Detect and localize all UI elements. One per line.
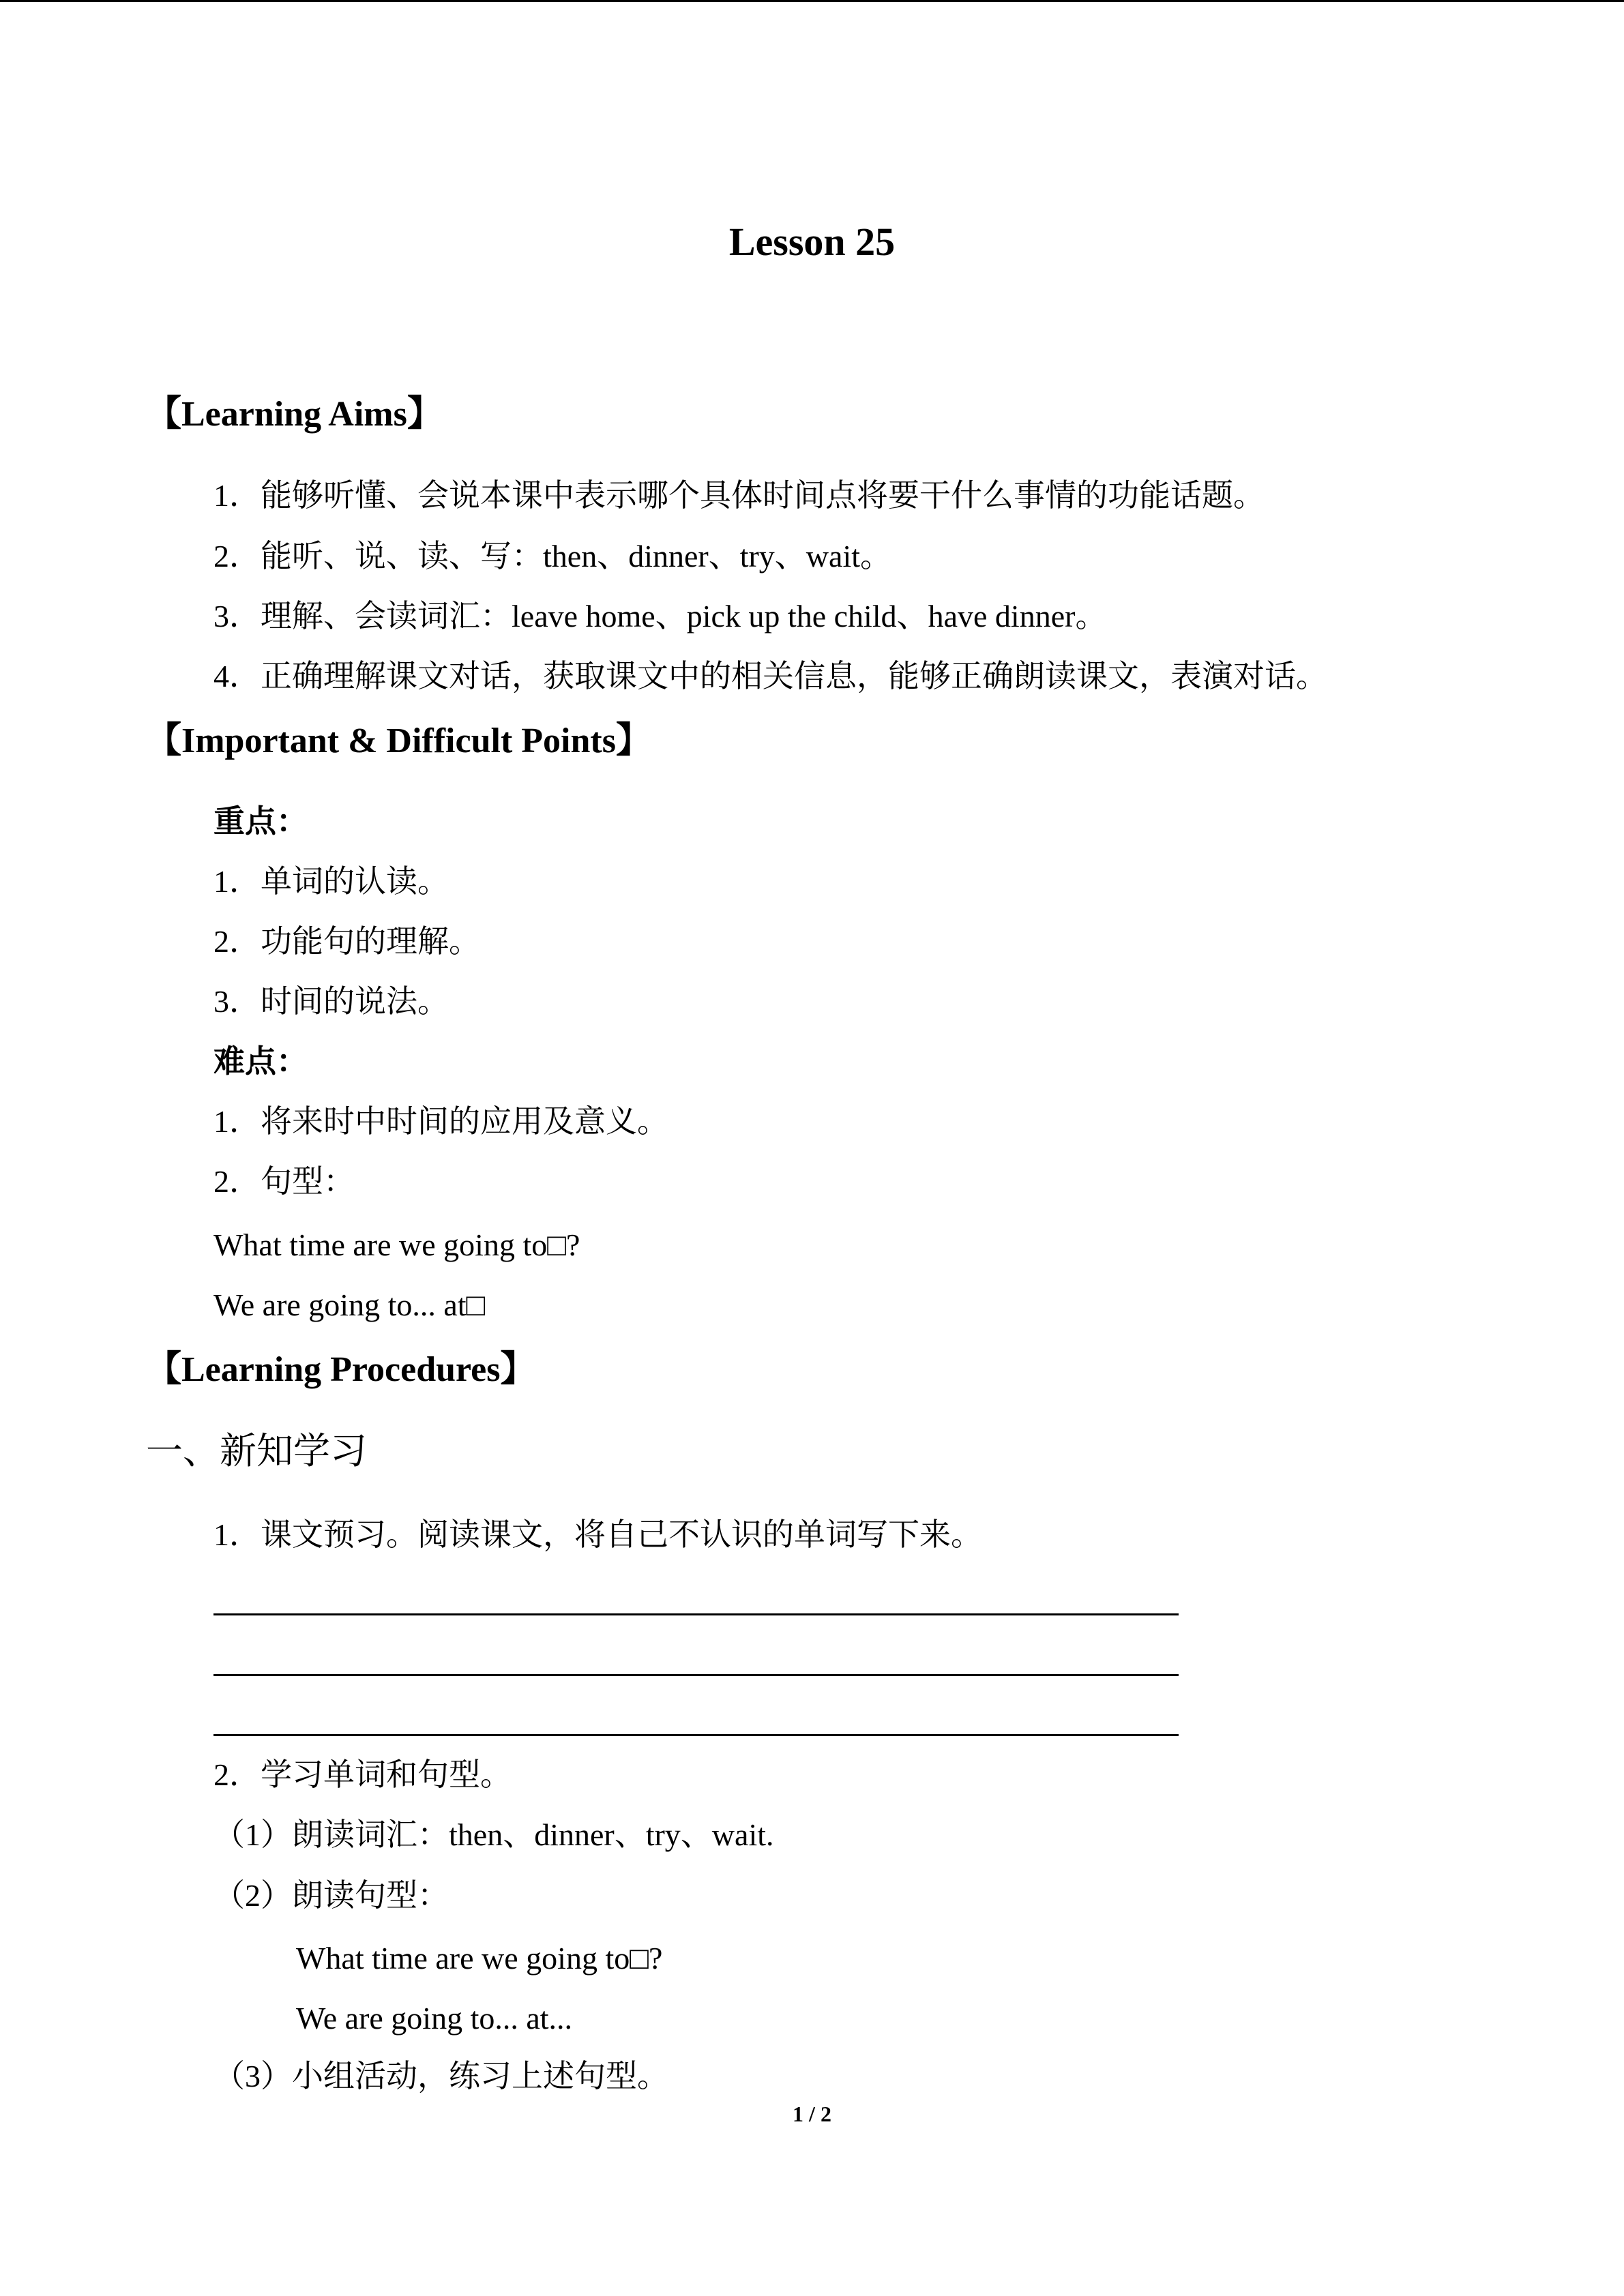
difficult-label: 难点： [213, 1044, 308, 1079]
answer-line-3[interactable] [213, 1734, 1179, 1736]
difficult-item-1: 1．将来时中时间的应用及意义。 [213, 1104, 668, 1139]
procedures-heading: 【Learning Procedures】 [146, 1350, 536, 1389]
important-item-3: 3．时间的说法。 [213, 984, 449, 1019]
sub-item-3: （3）小组活动，练习上述句型。 [213, 2059, 668, 2093]
important-item-2: 2．功能句的理解。 [213, 924, 480, 959]
page-number: 1 / 2 [793, 2102, 831, 2126]
page-title: Lesson 25 [728, 220, 896, 264]
sub-item-2: （2）朗读句型： [213, 1878, 449, 1913]
section-1-title: 一、新知学习 [146, 1431, 367, 1472]
important-label: 重点： [213, 804, 308, 839]
sub-item-1: （1）朗读词汇：then、dinner、try、wait. [213, 1817, 774, 1852]
sub2-sentence-1: What time are we going to□? [296, 1941, 663, 1976]
difficult-item-2: 2．句型： [213, 1164, 355, 1199]
aim-item-3: 3．理解、会读词汇：leave home、pick up the child、have dinner。 [213, 599, 1107, 633]
answer-line-2[interactable] [213, 1674, 1179, 1676]
difficult-sentence-1: What time are we going to□? [213, 1227, 580, 1262]
aim-item-2: 2．能听、说、读、写：then、dinner、try、wait。 [213, 539, 892, 573]
difficult-sentence-2: We are going to... at□ [213, 1287, 486, 1322]
important-item-1: 1．单词的认读。 [213, 864, 449, 899]
learning-aims-heading: 【Learning Aims】 [146, 395, 443, 434]
sub2-sentence-2: We are going to... at... [296, 2001, 573, 2036]
aim-item-4: 4．正确理解课文对话，获取课文中的相关信息，能够正确朗读课文，表演对话。 [213, 659, 1327, 694]
points-heading: 【Important & Difficult Points】 [146, 721, 651, 760]
step-1-text: 1．课文预习。阅读课文，将自己不认识的单词写下来。 [213, 1517, 982, 1552]
answer-line-1[interactable] [213, 1613, 1179, 1615]
page-top-border [0, 0, 1624, 2]
aim-item-1: 1．能够听懂、会说本课中表示哪个具体时间点将要干什么事情的功能话题。 [213, 478, 1265, 513]
step-2-text: 2．学习单词和句型。 [213, 1757, 512, 1792]
